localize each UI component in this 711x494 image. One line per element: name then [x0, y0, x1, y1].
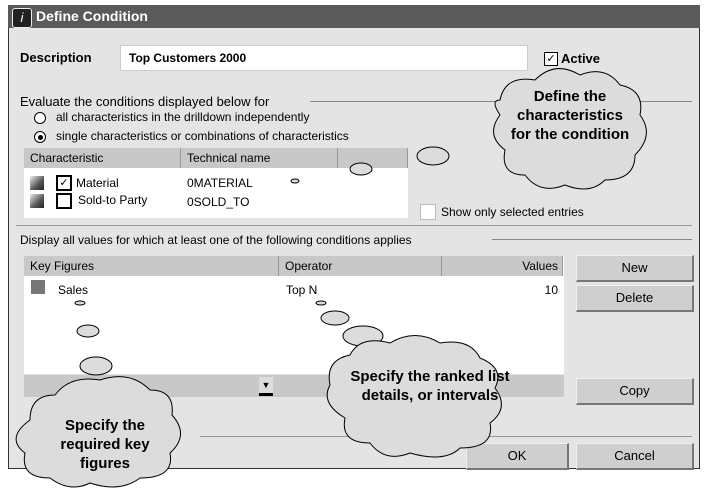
- cancel-button[interactable]: Cancel: [576, 443, 694, 470]
- column-technical-name[interactable]: Technical name: [181, 148, 338, 168]
- thought-bubble: [291, 179, 299, 183]
- thought-bubble: [75, 301, 85, 305]
- column-operator[interactable]: Operator: [279, 256, 442, 276]
- callout-characteristics: Define the characteristics for the condition: [510, 88, 630, 143]
- description-input[interactable]: Top Customers 2000: [120, 45, 528, 71]
- key-figure-cell[interactable]: Sales: [58, 283, 89, 297]
- conditions-heading: Display all values for which at least one of the following conditions applies: [20, 233, 412, 247]
- thought-bubble: [77, 325, 99, 337]
- option-all-label: all characteristics in the drilldown independently: [56, 110, 310, 124]
- window-title: Define Condition: [36, 8, 148, 24]
- dropdown-arrow-icon[interactable]: ▼: [259, 377, 273, 396]
- material-checkbox[interactable]: ✓: [56, 175, 72, 191]
- copy-button[interactable]: Copy: [576, 378, 694, 405]
- technical-name: 0MATERIAL: [187, 176, 253, 190]
- thought-bubble: [316, 301, 326, 305]
- value-cell[interactable]: 10: [544, 283, 558, 297]
- callout-key-figures: Specify the required key figures: [60, 417, 150, 472]
- option-single-label: single characteristics or combinations of characteristics: [56, 129, 349, 143]
- column-key-figures[interactable]: Key Figures: [24, 256, 279, 276]
- characteristic-name: Sold-to Party: [78, 193, 148, 207]
- thought-bubble: [80, 357, 112, 375]
- new-button[interactable]: New: [576, 255, 694, 282]
- delete-button[interactable]: Delete: [576, 285, 694, 312]
- technical-name: 0SOLD_TO: [187, 195, 250, 209]
- active-checkbox[interactable]: ✓: [544, 52, 558, 66]
- characteristic-name: Material: [76, 176, 119, 190]
- thought-bubble: [321, 311, 349, 325]
- column-characteristic[interactable]: Characteristic: [24, 148, 181, 168]
- column-values[interactable]: Values: [442, 256, 563, 276]
- evaluate-heading: Evaluate the conditions displayed below for: [20, 94, 270, 109]
- thought-bubble: [350, 163, 372, 175]
- ok-button[interactable]: OK: [466, 443, 569, 470]
- show-selected-label: Show only selected entries: [441, 205, 584, 219]
- operator-cell[interactable]: Top N: [286, 283, 318, 297]
- callout-ranked-list: Specify the ranked list details, or intervals: [350, 368, 510, 404]
- active-label: Active: [561, 51, 601, 66]
- description-label: Description: [20, 50, 92, 65]
- thought-bubble: [417, 147, 449, 165]
- app-logo-icon: i: [12, 8, 32, 28]
